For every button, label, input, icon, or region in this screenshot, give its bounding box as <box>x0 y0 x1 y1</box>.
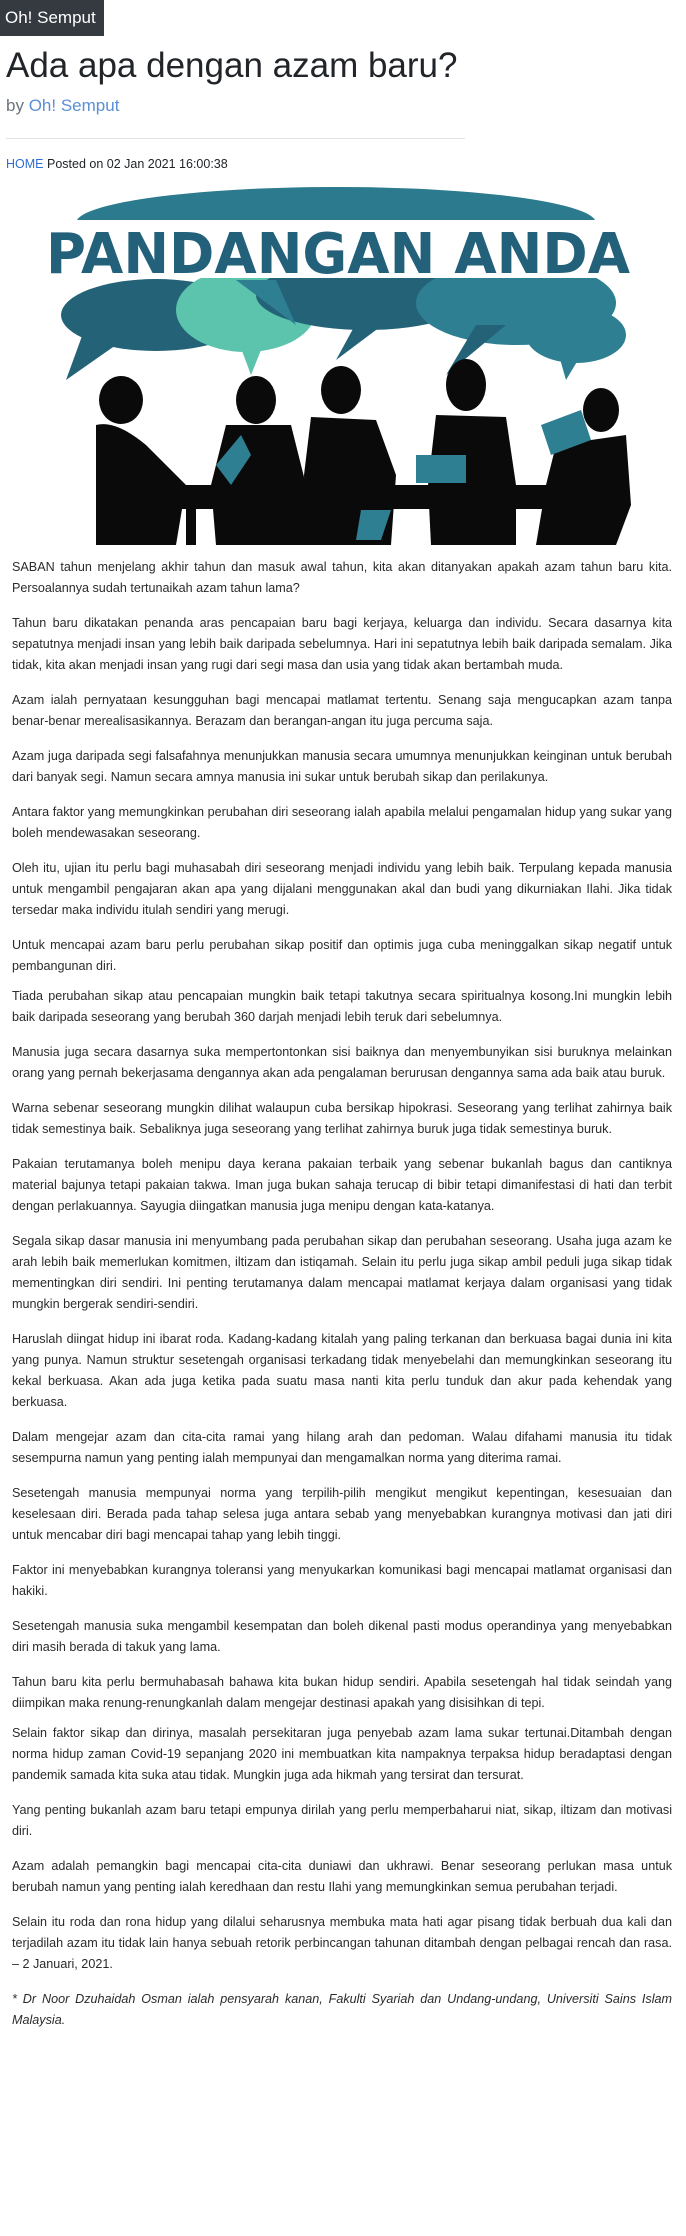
paragraph: Tahun baru dikatakan penanda aras pencapaian baru bagi kerjaya, keluarga dan individu. Secara dasarnya kita sepatutnya menjadi insan yang lebih baik daripada sebelumnya. Hari ini sepatutnya lebih baik daripada semalam. Jika tidak, kita akan menjadi insan yang rugi dari segi masa dan usia yang tidak akan bertambah muda. <box>12 616 672 672</box>
paragraph: Sesetengah manusia mempunyai norma yang terpilih-pilih mengikut mengikut kepentingan, kesesuaian dan keselesaan diri. Berada pada tahap selesa juga antara sebab yang menyebabkan kurangnya motivasi dan jati diri untuk mencabar diri bagi mencapai tahap yang lebih tinggi. <box>12 1486 672 1542</box>
article-header <box>0 44 686 173</box>
paragraph: Segala sikap dasar manusia ini menyumbang pada perubahan sikap dan perubahan seseorang. Usaha juga azam ke arah lebih baik memerlukan komitmen, iltizam dan istiqamah. Selain itu perlu juga sikap ambil peduli juga sikap tidak mementingkan diri sendiri. Ini penting terutamanya dalam mencapai matlamat kerjaya dalam organisasi yang tidak mungkin bergerak sendiri-sendiri. <box>12 1234 672 1311</box>
breadcrumb-home-link[interactable]: HOME <box>6 157 44 171</box>
paragraph: Haruslah diingat hidup ini ibarat roda. Kadang-kadang kitalah yang paling terkanan dan berkuasa bagai dunia ini kita yang punya. Namun struktur sesetengah organisasi terkadang tidak menyebelahi dan memungkinkan seseorang itu kekal berkuasa. Akan ada juga ketika pada suatu masa nanti kita perlu tunduk dan akur pada kehendak yang berkuasa. <box>12 1332 672 1409</box>
paragraph: Pakaian terutamanya boleh menipu daya kerana pakaian terbaik yang sebenar bukanlah bagus dan cantiknya material bajunya tetapi pakaian takwa. Iman juga bukan sahaja terucap di bibir tetapi dimanifestasi di hati dan terbit dengan perlakuannya. Sayugia diingatkan manusia juga menipu dengan kata-katanya. <box>12 1157 672 1213</box>
paragraph: Dalam mengejar azam dan cita-cita ramai yang hilang arah dan pedoman. Walau difahami manusia itu tidak sesempurna namun yang penting ialah mempunyai dan mengamalkan norma yang diterima ramai. <box>12 1430 672 1465</box>
paragraph: Oleh itu, ujian itu perlu bagi muhasabah diri seseorang menjadi individu yang lebih baik. Terpulang kepada manusia untuk mengambil pengajaran akan apa yang dijalani menggunakan akal dan budi yang dikurniakan Ilahi. Jika tidak tersedar maka individu itulah sendiri yang merugi. <box>12 861 672 917</box>
paragraph: Azam juga daripada segi falsafahnya menunjukkan manusia secara umumnya menunjukkan keinginan untuk berubah dari banyak segi. Namun secara amnya manusia ini sukar untuk berubah sikap dan perilakunya. <box>12 749 672 784</box>
paragraph: Manusia juga secara dasarnya suka mempertontonkan sisi baiknya dan menyembunyikan sisi buruknya melainkan orang yang pernah bekerjasama dengannya akan ada pengalaman berurusan dengannya sama ada baik atau buruk. <box>12 1045 672 1080</box>
banner-image <box>36 185 640 545</box>
paragraph: SABAN tahun menjelang akhir tahun dan masuk awal tahun, kita akan ditanyakan apakah azam tahun baru kita. Persoalannya sudah tertunaikah azam tahun lama? <box>12 560 672 595</box>
paragraph: Selain faktor sikap dan dirinya, masalah persekitaran juga penyebab azam lama sukar tertunai.Ditambah dengan norma hidup zaman Covid-19 sepanjang 2020 ini membuatkan kita nampaknya terpaksa hidup beradaptasi dengan pandemik samada kita suka atau tidak. Mungkin juga ada hikmah yang tersirat dan tersurat. <box>12 1726 672 1782</box>
paragraph: Tiada perubahan sikap atau pencapaian mungkin baik tetapi takutnya secara spiritualnya kosong.Ini mungkin lebih baik daripada seseorang yang berubah 360 darjah menjadi lebih teruk dari sebelumnya. <box>12 989 672 1024</box>
paragraph: Selain itu roda dan rona hidup yang dilalui seharusnya membuka mata hati agar pisang tidak berbuah dua kali dan terjadilah azam itu tidak lain hanya sebuah retorik perbincangan tahunan ditambah dengan pelbagai rencah dan rasa. – 2 Januari, 2021. <box>12 1915 672 1971</box>
paragraph: Azam ialah pernyataan kesungguhan bagi mencapai matlamat tertentu. Senang saja mengucapkan azam tanpa benar-benar merealisasikannya. Berazam dan berangan-angan itu juga percuma saja. <box>12 693 672 728</box>
banner-heading: PANDANGAN ANDA <box>46 222 631 287</box>
brand-bar[interactable] <box>0 0 104 36</box>
paragraph: Warna sebenar seseorang mungkin dilihat walaupun cuba bersikap hipokrasi. Seseorang yang terlihat zahirnya baik tidak semestinya baik. Sebaliknya juga seseorang yang terlihat zahirnya buruk juga tidak semestinya buruk. <box>12 1101 672 1136</box>
paragraph: Faktor ini menyebabkan kurangnya toleransi yang menyukarkan komunikasi bagi mencapai matlamat organisasi dan hakiki. <box>12 1563 672 1598</box>
paragraph: Untuk mencapai azam baru perlu perubahan sikap positif dan optimis juga cuba meninggalkan sikap negatif untuk pembangunan diri. <box>12 938 672 973</box>
byline <box>6 94 680 118</box>
header-divider <box>6 138 465 139</box>
paragraph: Yang penting bukanlah azam baru tetapi empunya dirilah yang perlu memperbaharui niat, sikap, iltizam dan motivasi diri. <box>12 1803 672 1838</box>
paragraph: Sesetengah manusia suka mengambil kesempatan dan boleh dikenal pasti modus operandinya yang menyebabkan diri masih berada di takuk yang lama. <box>12 1619 672 1654</box>
paragraph: Antara faktor yang memungkinkan perubahan diri seseorang ialah apabila melalui pengamalan hidup yang sukar yang boleh mendewasakan seseorang. <box>12 805 672 840</box>
article-title: Ada apa dengan azam baru? <box>6 46 458 85</box>
author-link[interactable]: Oh! Semput <box>28 96 120 115</box>
paragraph: Azam adalah pemangkin bagi mencapai cita-cita duniawi dan ukhrawi. Benar seseorang perlukan masa untuk berubah namun yang penting ialah keredhaan dan restu Ilahi yang memungkinkan semua perubahan terjadi. <box>12 1859 672 1894</box>
posted-date: Posted on 02 Jan 2021 16:00:38 <box>46 157 228 171</box>
author-footnote: * Dr Noor Dzuhaidah Osman ialah pensyarah kanan, Fakulti Syariah dan Undang-undang, Universiti Sains Islam Malaysia. <box>12 1992 672 2027</box>
post-meta <box>6 155 680 173</box>
byline-prefix: by <box>6 96 24 115</box>
article-body <box>0 557 686 2031</box>
brand-name[interactable]: Oh! Semput <box>5 8 96 27</box>
paragraph: Tahun baru kita perlu bermuhabasah bahawa kita bukan hidup sendiri. Apabila sesetengah hal tidak seindah yang diimpikan maka renung-renungkanlah dalam mengejar destinasi apakah yang disisihkan di tepi. <box>12 1675 672 1710</box>
